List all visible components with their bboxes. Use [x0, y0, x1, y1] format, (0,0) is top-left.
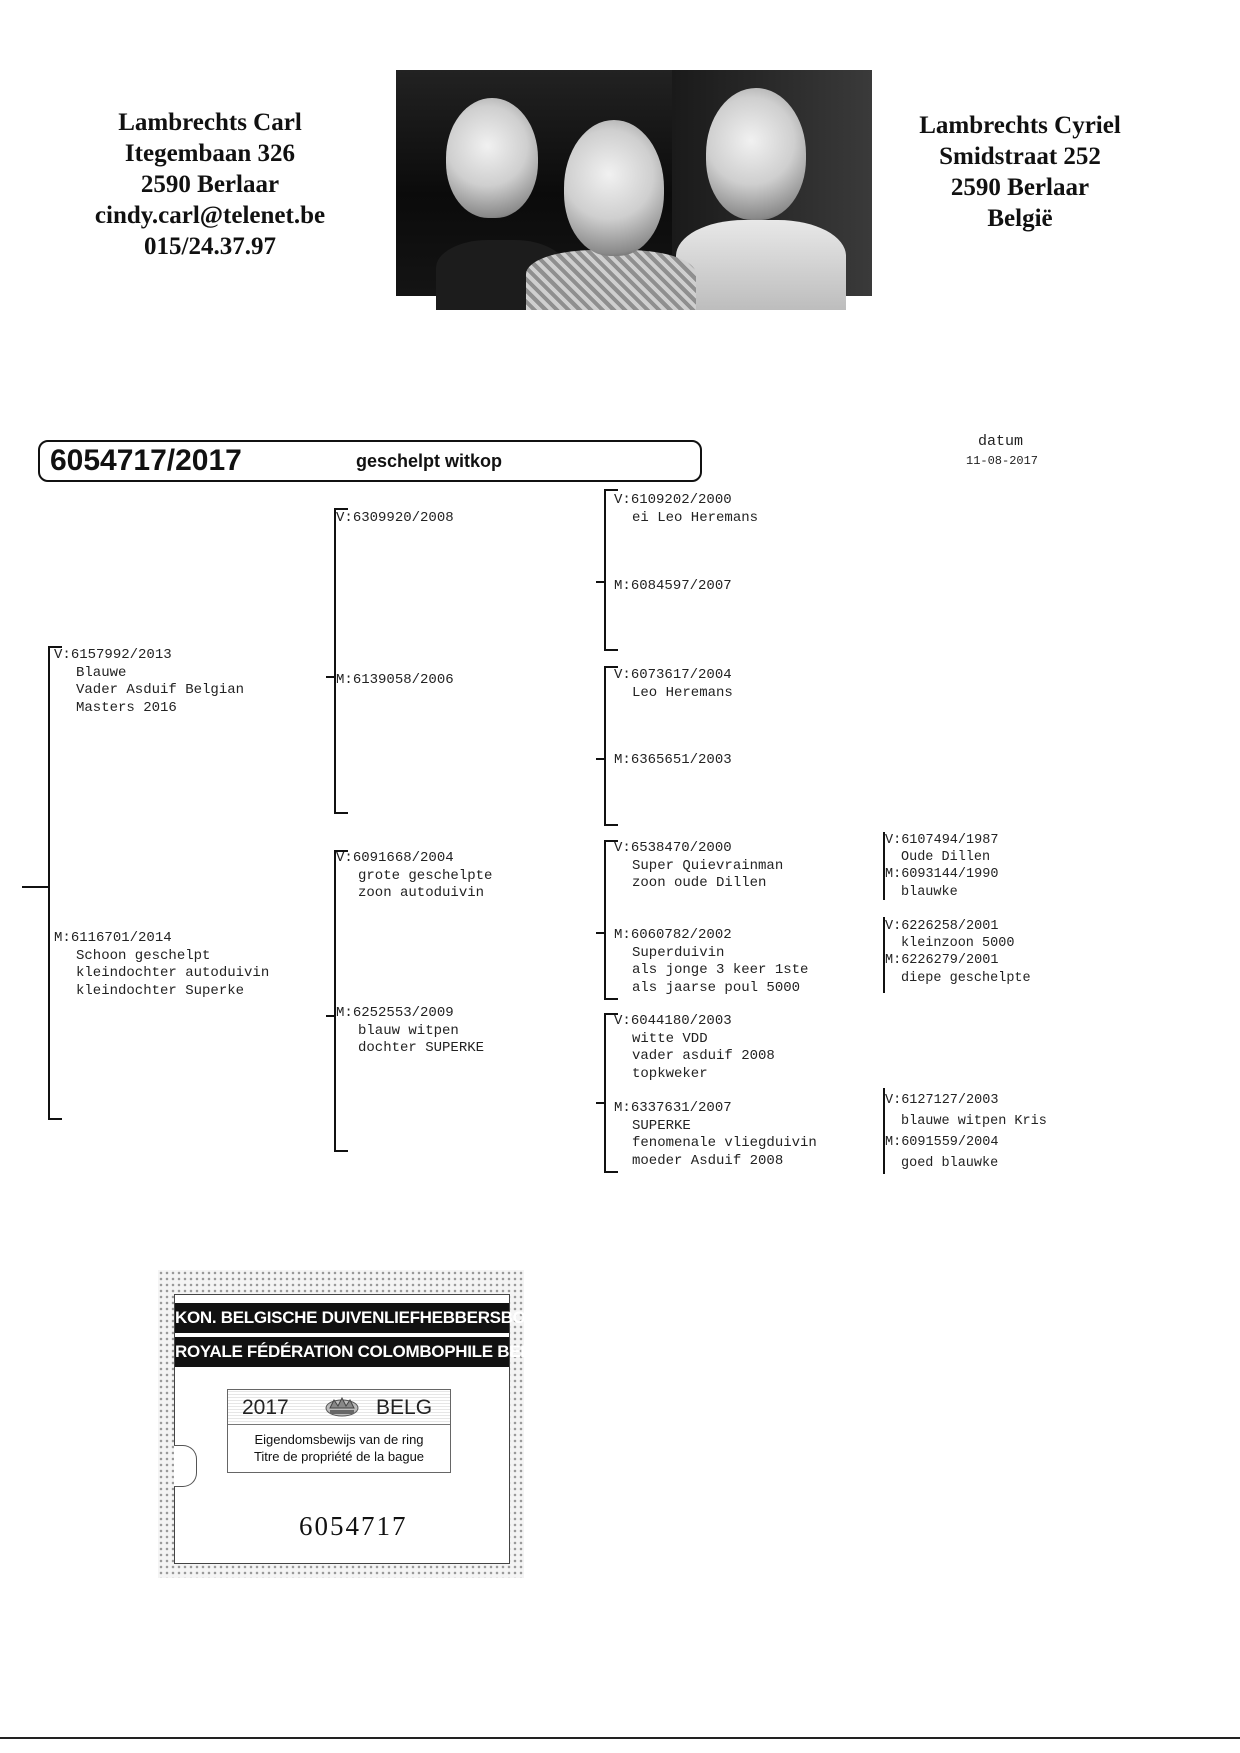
mff-ring: 6538470/2000: [630, 840, 732, 856]
mfm-line-3: als jaarse poul 5000: [632, 979, 801, 996]
gen4-mff-v-line: Oude Dillen: [901, 850, 991, 866]
tick-mm: [326, 1015, 336, 1017]
fmf-line-1: Leo Heremans: [632, 684, 733, 701]
bracket-parents: [48, 646, 50, 1120]
mmm-prefix: M:: [614, 1100, 631, 1116]
gen4-mmm-v-line: blauwe witpen Kris: [901, 1114, 1047, 1129]
card-title-nl: KON. BELGISCHE DUIVENLIEFHEBBERSBOND: [175, 1303, 509, 1333]
gen4-mmm-v-prefix: V:: [885, 1093, 902, 1108]
root-connector: [22, 886, 48, 888]
mfm-ring: 6060782/2002: [630, 927, 732, 943]
mother-prefix: M:: [54, 930, 71, 946]
portrait-face-center: [564, 120, 664, 256]
mf-ring: 6091668/2004: [352, 850, 454, 866]
father-prefix: V:: [54, 647, 71, 663]
bracket-fm-parents: [604, 666, 606, 826]
mf-prefix: V:: [336, 850, 353, 866]
gen4-mff-v-ring: 6107494/1987: [901, 833, 999, 848]
ggp-ffm: [614, 578, 732, 596]
mff-prefix: V:: [614, 840, 631, 856]
mmm-ring: 6337631/2007: [630, 1100, 732, 1116]
card-label-fr: Titre de propriété de la bague: [253, 1449, 425, 1464]
fmf-ring: 6073617/2004: [630, 667, 732, 683]
gen4-mfm-v-line: kleinzoon 5000: [901, 936, 1015, 952]
gen4-mmm-m-prefix: M:: [885, 1135, 902, 1150]
pigeon-color: geschelpt witkop: [356, 451, 503, 471]
card-notch: [174, 1445, 197, 1487]
gen4-mmm-m-line: goed blauwke: [901, 1156, 999, 1171]
tick-ffm: [596, 581, 606, 583]
mm-prefix: M:: [336, 1005, 353, 1021]
bracket-ff-parents: [604, 489, 606, 651]
pigeon-ring: 6054717/2017: [50, 444, 242, 477]
owner-right-contact: [880, 110, 1160, 234]
pigeon-header-box: [38, 440, 702, 482]
mf-line-1: grote geschelpte: [358, 867, 493, 884]
gen4-mff: [885, 832, 998, 901]
gen4-mfm-v-prefix: V:: [885, 919, 902, 934]
date-label: datum: [978, 433, 1024, 450]
gen4-mfm-v-ring: 6226258/2001: [901, 919, 999, 934]
mfm-prefix: M:: [614, 927, 631, 943]
ring-ownership-card: [158, 1270, 555, 1578]
fmm-ring: 6365651/2003: [630, 752, 732, 768]
mfm-line-2: als jonge 3 keer 1ste: [632, 962, 809, 978]
father-line-2: Vader Asduif Belgian: [76, 682, 245, 698]
fmf-prefix: V:: [614, 667, 631, 683]
gen4-mff-m-prefix: M:: [885, 867, 902, 883]
card-year: 2017: [242, 1396, 289, 1419]
gen4-mmm-m-ring: 6091559/2004: [901, 1135, 999, 1150]
gen4-mfm: [885, 918, 1031, 987]
grandparent-mf: [336, 850, 492, 903]
bracket-mm-parents: [604, 1013, 606, 1173]
gen4-mff-m-ring: 6093144/1990: [901, 867, 999, 883]
ggp-mfm: [614, 927, 808, 997]
date-value: 11-08-2017: [966, 454, 1039, 468]
owner-right-city: 2590 Berlaar: [950, 174, 1090, 201]
mother-ring: 6116701/2014: [70, 930, 172, 946]
gen4-mff-m-line: blauwke: [901, 884, 958, 900]
grandparent-mm: [336, 1005, 484, 1058]
fff-ring: 6109202/2000: [630, 492, 732, 508]
owner-left-street: Itegembaan 326: [124, 140, 296, 167]
ggp-mff: [614, 840, 783, 893]
owner-left-phone: 015/24.37.97: [144, 233, 276, 260]
mmf-line-1: witte VDD: [632, 1030, 708, 1047]
card-ring-number: 6054717: [299, 1511, 408, 1541]
gen4-mff-v-prefix: V:: [885, 833, 902, 848]
grandparent-fm: [336, 672, 454, 690]
scan-edge-line: [0, 1737, 1240, 1739]
mother-line-3: kleindochter Superke: [76, 982, 245, 999]
father-line-1: Blauwe: [76, 664, 127, 681]
father-ring: 6157992/2013: [70, 647, 172, 663]
mmm-line-1: SUPERKE: [632, 1117, 691, 1134]
owners-photo: [396, 70, 872, 296]
gen4-mfm-m-line: diepe geschelpte: [901, 970, 1031, 986]
ggp-mmf: [614, 1013, 775, 1083]
mother-line-2: kleindochter autoduivin: [76, 965, 270, 981]
mmf-line-3: topkweker: [632, 1065, 708, 1082]
mm-ring: 6252553/2009: [352, 1005, 454, 1021]
tick-fmm: [596, 758, 606, 760]
mfm-line-1: Superduivin: [632, 944, 725, 961]
fff-line-1: ei Leo Heremans: [632, 509, 759, 526]
ggp-fmf: [614, 667, 733, 702]
ff-ring: 6309920/2008: [352, 510, 454, 526]
ffm-ring: 6084597/2007: [630, 578, 732, 594]
card-label-nl: Eigendomsbewijs van de ring: [254, 1432, 424, 1447]
ggp-fmm: [614, 752, 732, 770]
portrait-face-right: [706, 88, 806, 220]
owner-left-email: cindy.carl@telenet.be: [94, 202, 326, 229]
ffm-prefix: M:: [614, 578, 631, 594]
mm-line-1: blauw witpen: [358, 1022, 459, 1039]
portrait-face-left: [446, 98, 538, 218]
card-title-fr: ROYALE FÉDÉRATION COLOMBOPHILE BELGE: [175, 1337, 509, 1367]
father-line-3: Masters 2016: [76, 699, 177, 716]
fmm-prefix: M:: [614, 752, 631, 768]
tick-mfm: [596, 932, 606, 934]
grandparent-ff: [336, 510, 454, 528]
fm-ring: 6139058/2006: [352, 672, 454, 688]
mmm-line-3: moeder Asduif 2008: [632, 1152, 784, 1169]
gen4-mfm-m-ring: 6226279/2001: [901, 953, 999, 969]
mother-line-1: Schoon geschelpt: [76, 947, 211, 964]
mff-line-1: Super Quievrainman: [632, 857, 784, 874]
ggp-mmm: [614, 1100, 817, 1170]
owner-left-name: Lambrechts Carl: [118, 109, 302, 136]
mm-line-2: dochter SUPERKE: [358, 1040, 485, 1056]
fm-prefix: M:: [336, 672, 353, 688]
mmf-prefix: V:: [614, 1013, 631, 1029]
ff-prefix: V:: [336, 510, 353, 526]
gen4-mfm-m-prefix: M:: [885, 953, 902, 969]
parent-mother: [54, 930, 269, 1000]
tick-mmm: [596, 1102, 606, 1104]
owner-left-contact: [60, 107, 360, 262]
parent-father: [54, 647, 244, 717]
bracket-father-parents: [334, 508, 336, 814]
fff-prefix: V:: [614, 492, 631, 508]
tick-fm: [326, 676, 336, 678]
gen4-mmm-v-ring: 6127127/2003: [901, 1093, 999, 1108]
bracket-mf-parents: [604, 840, 606, 1000]
crown-icon: [324, 1396, 360, 1418]
owner-right-name: Lambrechts Cyriel: [919, 112, 1121, 139]
mff-line-2: zoon oude Dillen: [632, 875, 767, 891]
card-inner: [174, 1294, 555, 1564]
card-country: BELG: [376, 1396, 433, 1419]
card-ring-box: [227, 1389, 451, 1473]
gen4-mmm: [885, 1090, 1047, 1174]
mf-line-2: zoon autoduivin: [358, 885, 485, 901]
owner-right-country: België: [987, 205, 1053, 232]
owner-right-street: Smidstraat 252: [939, 143, 1101, 170]
mmf-ring: 6044180/2003: [630, 1013, 732, 1029]
mmf-line-2: vader asduif 2008: [632, 1048, 775, 1064]
owner-left-city: 2590 Berlaar: [140, 171, 280, 198]
mmm-line-2: fenomenale vliegduivin: [632, 1135, 817, 1151]
ggp-fff: [614, 492, 758, 527]
